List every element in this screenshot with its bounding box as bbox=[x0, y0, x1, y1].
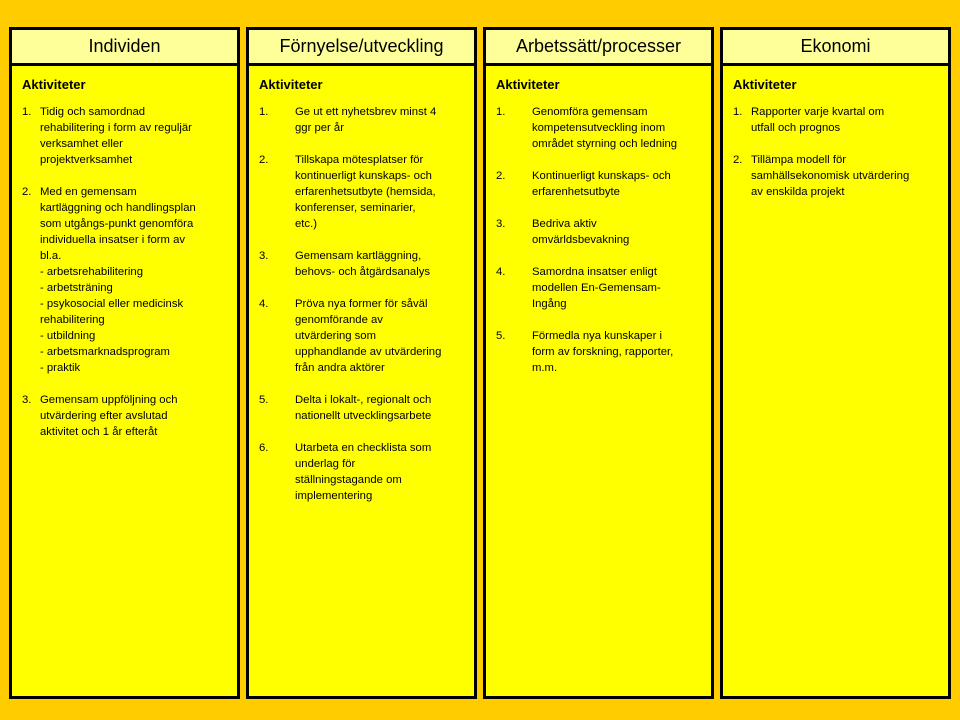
column-fornyelse bbox=[246, 27, 477, 699]
item-text: Tillskapa mötesplatser för kontinuerligt kunskaps- och erfarenhetsutbyte (hemsida, konferenser, seminarier, etc.) bbox=[295, 154, 436, 230]
column-subtitle: Aktiviteter bbox=[733, 77, 797, 92]
item-text: Rapporter varje kvartal om utfall och prognos bbox=[751, 106, 885, 134]
item-text: Tillämpa modell för samhällsekonomisk utvärdering av enskilda projekt bbox=[751, 154, 910, 198]
activity-list bbox=[496, 104, 701, 376]
item-text: Samordna insatser enligt modellen En-Gemensam- Ingång bbox=[532, 266, 661, 310]
item-number: 1. bbox=[733, 106, 743, 118]
list-item bbox=[259, 248, 464, 280]
list-item bbox=[496, 216, 701, 248]
item-text: Bedriva aktiv omvärldsbevakning bbox=[532, 218, 630, 246]
item-number: 1. bbox=[496, 106, 506, 118]
item-number: 4. bbox=[496, 266, 506, 278]
item-number: 3. bbox=[22, 394, 32, 406]
column-subtitle: Aktiviteter bbox=[259, 77, 323, 92]
item-text: Genomföra gemensam kompetensutveckling inom området styrning och ledning bbox=[532, 106, 678, 150]
item-number: 3. bbox=[496, 218, 506, 230]
item-text: Ge ut ett nyhetsbrev minst 4 ggr per år bbox=[295, 106, 437, 134]
column-title: Individen bbox=[12, 30, 237, 66]
column-subtitle: Aktiviteter bbox=[496, 77, 560, 92]
column-arbetssatt bbox=[483, 27, 714, 699]
list-item bbox=[259, 440, 464, 504]
item-number: 2. bbox=[496, 170, 506, 182]
item-text: Gemensam uppföljning och utvärdering efter avslutad aktivitet och 1 år efteråt bbox=[40, 394, 178, 438]
item-number: 3. bbox=[259, 250, 269, 262]
activity-list bbox=[259, 104, 464, 504]
list-item bbox=[259, 296, 464, 376]
item-number: 5. bbox=[259, 394, 269, 406]
item-number: 6. bbox=[259, 442, 269, 454]
column-title: Förnyelse/utveckling bbox=[249, 30, 474, 66]
item-number: 4. bbox=[259, 298, 269, 310]
item-number: 2. bbox=[22, 186, 32, 198]
column-individen bbox=[9, 27, 240, 699]
list-item bbox=[259, 152, 464, 232]
list-item bbox=[259, 392, 464, 424]
item-text: Förmedla nya kunskaper i form av forskning, rapporter, m.m. bbox=[532, 330, 674, 374]
item-text: Tidig och samordnad rehabilitering i form av reguljär verksamhet eller projektverksamhet bbox=[40, 106, 192, 166]
item-number: 1. bbox=[259, 106, 269, 118]
activity-list bbox=[733, 104, 938, 200]
item-text: Kontinuerligt kunskaps- och erfarenhetsutbyte bbox=[532, 170, 671, 198]
list-item bbox=[496, 168, 701, 200]
list-item bbox=[496, 264, 701, 312]
column-title: Ekonomi bbox=[723, 30, 948, 66]
item-number: 2. bbox=[259, 154, 269, 166]
column-title: Arbetssätt/processer bbox=[486, 30, 711, 66]
list-item bbox=[259, 104, 464, 136]
item-text: Delta i lokalt-, regionalt och nationellt utvecklingsarbete bbox=[295, 394, 432, 422]
list-item bbox=[22, 392, 227, 440]
item-text: Gemensam kartläggning, behovs- och åtgärdsanalys bbox=[295, 250, 431, 278]
list-item bbox=[496, 104, 701, 152]
item-number: 1. bbox=[22, 106, 32, 118]
activity-list bbox=[22, 104, 227, 440]
list-item bbox=[733, 104, 938, 136]
list-item bbox=[496, 328, 701, 376]
column-subtitle: Aktiviteter bbox=[22, 77, 86, 92]
item-text: Med en gemensam kartläggning och handlingsplan som utgångs-punkt genomföra individuella insatser i form av bl.a. - arbetsrehabilitering - arbetsträning - psykosocial eller medicinsk rehabilitering - utbildning - arbetsmarknadsprogram - praktik bbox=[40, 186, 196, 374]
item-text: Utarbeta en checklista som underlag för ställningstagande om implementering bbox=[295, 442, 432, 502]
item-text: Pröva nya former för såväl genomförande av utvärdering som upphandlande av utvärdering från andra aktörer bbox=[295, 298, 442, 374]
list-item bbox=[733, 152, 938, 200]
column-ekonomi bbox=[720, 27, 951, 699]
item-number: 2. bbox=[733, 154, 743, 166]
list-item bbox=[22, 184, 227, 376]
item-number: 5. bbox=[496, 330, 506, 342]
list-item bbox=[22, 104, 227, 168]
